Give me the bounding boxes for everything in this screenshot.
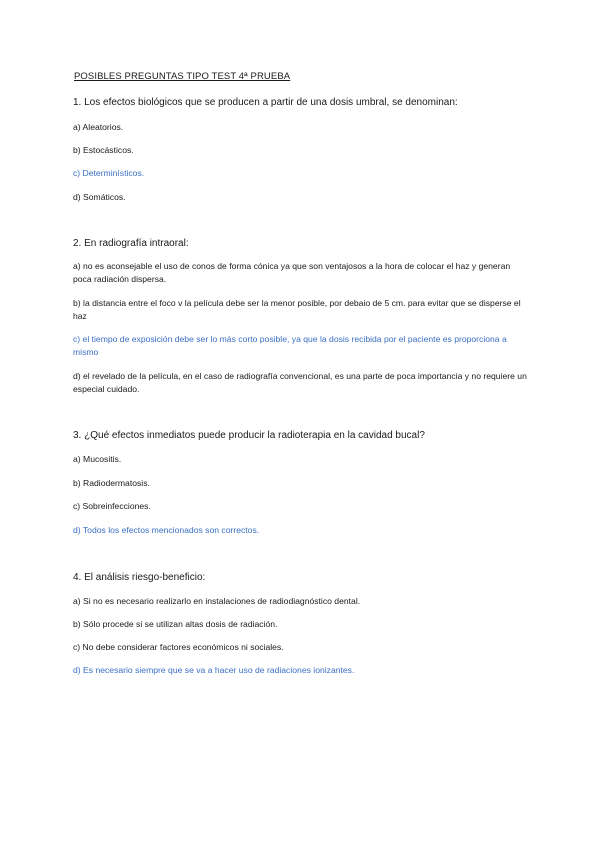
option-1b: b) Estocásticos. [73,145,134,155]
option-4a: a) Si no es necesario realizarlo en instalaciones de radiodiagnóstico dental. [73,596,361,606]
option-1d: d) Somáticos. [73,192,126,202]
question-4: 4. El análisis riesgo-beneficio: [73,572,206,583]
option-3a: a) Mucositis. [73,454,122,464]
option-2d: d) el revelado de la película, en el caso de radiografía convencional, es una parte de poca importancia y no requiere un especial cuidado. [73,371,527,394]
option-1c-correct: c) Determinísticos. [73,168,145,178]
option-3c: c) Sobreinfecciones. [73,501,151,511]
option-4d-correct: d) Es necesario siempre que se va a hacer uso de radiaciones ionizantes. [73,665,355,675]
option-4c: c) No debe considerar factores económicos ni sociales. [73,642,284,652]
option-2c-correct: c) el tiempo de exposición debe ser lo más corto posible, ya que la dosis recibida por el paciente es proporciona a mismo [73,334,507,357]
option-2a: a) no es aconsejable el uso de conos de forma cónica ya que son ventajosos a la hora de colocar el haz y generan poca radiación dispersa. [73,261,511,284]
question-1: 1. Los efectos biológicos que se producen a partir de una dosis umbral, se denominan: [73,97,458,108]
question-2: 2. En radiografía intraoral: [73,238,189,249]
option-3d-correct: d) Todos los efectos mencionados son correctos. [73,525,260,535]
option-3b: b) Radiodermatosis. [73,478,150,488]
option-1a: a) Aleatorios. [73,122,124,132]
document-title: POSIBLES PREGUNTAS TIPO TEST 4ª PRUEBA [74,71,291,82]
option-2b: b) la distancia entre el foco v la película debe ser la menor posible, por debaio de 5 cm. para evitar que se disperse el haz [73,298,521,321]
option-4b: b) Sólo procede si se utilizan altas dosis de radiación. [73,619,278,629]
question-3: 3. ¿Qué efectos inmediatos puede producir la radioterapia en la cavidad bucal? [73,430,425,441]
